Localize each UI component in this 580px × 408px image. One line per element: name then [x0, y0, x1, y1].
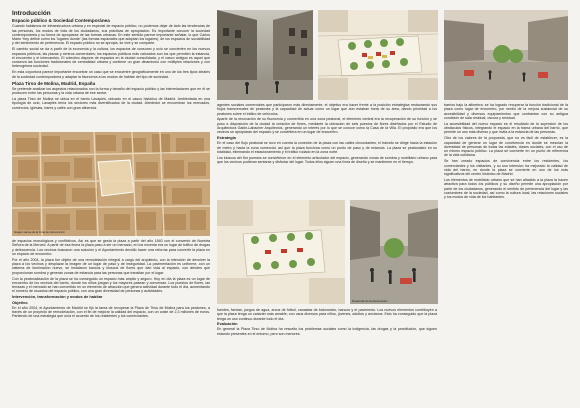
- plaza-heading: Plaza Tirso de Molina, Madrid, España: [12, 80, 96, 86]
- street-photo-graphic: [217, 10, 313, 100]
- evaluation-heading: Evaluación: [217, 321, 238, 327]
- objective-paragraph: En el año 2004, el Ayuntamiento de Madrid se fijó la tarea de recuperar la Plaza de Tirso de Molina para los peatones, a través de un proyecto de remodelación, con el fin de mejorar la calidad del espacio, con un coste de 2,3 millones de euros. Partiendo de una estrategia que unía el acuerdo de los residentes y los comerciantes.: [12, 305, 210, 319]
- plaza-paragraph-2: La plaza Tirso de Molina se ubica en el barrio Lavapiés, ubicado en el casco histórico de Madrid. Ambientada en una tipología de ocio, Lavapiés tenía los sectores más diversificados de la ciudad. Alrededor se encuentran los mercados, comercios, iglesias, bares y cafés con gran afluencia.: [12, 96, 210, 110]
- aerial-map-image: [12, 132, 210, 236]
- plaza-paragraph-4: Por el año 2004, la plaza fue objeto de una remodelación integral a cargo del arquitecto, con la intención de devolver la plaza a los vecinos y desplazar la imagen de un lugar de paso y de inseguridad. La pavimentación es uniforme, con un sistema de iluminación nuevo, se instalaron bancos y kioscos de flores que dan vida al espacio, con árboles que proporcionan sombra y generan zonas de estancia para las personas que transitan por el lugar.: [12, 257, 210, 275]
- plaza-photo-top: [444, 10, 568, 100]
- intervention-plan-image: [217, 200, 345, 304]
- intro-heading: Introducción: [12, 10, 51, 17]
- people-photo: [350, 200, 438, 304]
- aerial-map-graphic: [12, 132, 210, 236]
- intro-column: [12, 10, 210, 111]
- right-column: [444, 103, 568, 201]
- site-plan-graphic: [318, 10, 438, 100]
- middle-column: [217, 103, 437, 166]
- aerial-caption: Imagen aérea de la zona de intervención: [14, 230, 65, 234]
- middle-paragraph-4: Los kioscos del flor puestos se convirtieron en el elemento articulador del espacio, generando zonas de sombra y mobiliario urbano para que los vecinos pudieran sentarse y disfrutar del lugar. Todos ellos siguen una línea de diseño y se mantienen en el tiempo.: [217, 155, 437, 165]
- plaza-photo-top-graphic: [444, 10, 568, 100]
- intervention-heading: Intervención, transformación y modos de habitar: [12, 294, 103, 300]
- middle-paragraph-1: agentes sociales comerciales que participaron más directamente, el objetivo era hacer frente a la posición estratégica restaurando sus flujos transversales de peatones y la capacidad de actuar como un lugar que aún estaban fuera de su área, dando prioridad a los peatones sobre el tráfico de vehículos.: [217, 103, 437, 116]
- intervention-plan-graphic: [217, 200, 345, 304]
- site-plan: [318, 10, 438, 100]
- strategy-heading: Estrategia: [217, 135, 236, 141]
- middle-column-bottom: [217, 308, 437, 338]
- plaza-paragraph-1: Se pretende analizar los aspectos relacionados con la forma y tamaño del espacio público y las interrelaciones que en él se producen entre las personas y la vida urbana de ese sector.: [12, 86, 210, 96]
- middle-paragraph-5: fuentes, farolas, juegos de agua, arcos de fútbol, canastas de baloncesto, bancos y el pavimento. Los nuevos elementos contribuyen a que la plaza tenga un carácter más amable, con usos diversos para niños, jóvenes, adultos y ancianos. Esto ha conseguido que la plaza tenga un uso continuo durante todo el día.: [217, 308, 437, 321]
- middle-paragraph-3: En el caso del flujo peatonal se tuvo en cuenta la conexión de la plaza con las calles circundantes, el tránsito se dirige hacia la estación de metro y hacia la zona comercial, así que la plaza funciona como un punto de paso y de estancia. La plaza se peatonalizó en su totalidad, eliminando el estacionamiento y el tráfico rodado en la zona norte.: [217, 141, 437, 154]
- right-paragraph-3: Otro de los valores de la propuesta, que no es fácil de establecer, es la capacidad de generar un lugar de convivencia en donde se mezclan la diversidad de personas de todas las edades, clases sociales, con el uso de un mismo espacio público. La plaza se convierte en un punto de referencia de la vida cotidiana.: [444, 136, 568, 158]
- plaza-column-bottom: [12, 239, 210, 320]
- people-caption: Desarrollo de la intervención: [352, 299, 388, 303]
- intro-subheading: Espacio público & Sociedad Contemporánea: [12, 18, 110, 23]
- right-paragraph-2: La accesibilidad del nuevo espacio es el resultado de la supresión de los obstáculos físicos, integrando el espacio en la trama urbana del barrio, que permite un uso más diverso y que invita a la estancia de las personas.: [444, 121, 568, 135]
- right-paragraph-4: Se han creado espacios de convivencia entre los residentes, los comerciantes y los visitantes, y su uso intensivo ha mejorado la calidad de vida del barrio, en donde la plaza se convierte en uno de los más significativos del centro histórico de Madrid.: [444, 159, 568, 177]
- plaza-paragraph-3: de espacios monológicos y conflictivos. Así es que se gesta la plaza a partir del año 1840 con el convento de Nuestra Señora de la Merced. A partir de esa fecha la plaza paso a ser un mercado, en los noventa era un lugar de tráfico de drogas y delincuencia. Los vecinos buscaron una solución y el Ayuntamiento decidió hacer una reforma para convertir la plaza en un espacio de encuentro.: [12, 239, 210, 256]
- objective-heading: Objetivo: [12, 299, 28, 305]
- right-paragraph-5: Los elementos de mobiliario urbano que se han añadido a la plaza la hacen atractiva para todos los públicos y su diseño permite una apropiación por parte de los ciudadanos, generando el sentido de pertenencia del lugar y las costumbres de la sociedad, así como la cultura local, las relaciones sociales y los modos de vida de los habitantes.: [444, 178, 568, 200]
- people-photo-graphic: [350, 200, 438, 304]
- plaza-paragraph-5: Con la peatonalización de la plaza se ha conseguido un espacio más amplio y seguro. Hoy en día la plaza es un lugar de encuentro de los vecinos del barrio, donde los niños juegan y los mayores pasean y conversan. Los puestos de flores, las terrazas y el mercado se han convertido en un elemento de atracción que genera actividad durante todo el día, aumentando el número de usuarios del espacio público, con una gran diversidad de personas y actividades.: [12, 276, 210, 294]
- middle-paragraph-6: En general la Plaza Tirso de Molina ha resuelto los problemas sociales como la indigencia, las drogas y la prostitución, que siguen estando presentes en el entorno, pero son menores.: [217, 327, 437, 336]
- intro-paragraph-2: El cambio social se da a partir de la economía y la cultura, los espacios de consumo y ocio se convierten en los nuevos espacios públicos, las plazas y centros comerciales; los espacios públicos más valorados son los que permiten la estancia, el encuentro y el intercambio. El colectivo dispone de espacios en la ciudad consolidada, y el casco antiguo es aquel que conserva las funciones tradicionales de centralidad urbana y contiene un gran dinamismo con múltiples relaciones y con heterogénea sociedad.: [12, 47, 210, 69]
- middle-paragraph-2: Aparte de la renovación de su fisonomía y convertirla en una zona peatonal, el elemento central era la recuperación de su función y se puso a disposición de la ciudad la creación de flores, mediante la ubicación de seis puestos de flores diseñados por el Estudio de Arquitectura Gabin-Labacher Arquitectos, generando un interés por lo que se conoce como la Casa de la Villa. El propósito era que los vecinos se apropiaran del espacio y se convirtiera en un lugar de encuentro.: [217, 117, 437, 135]
- street-photo: [217, 10, 313, 100]
- intro-paragraph-3: En esta coyuntura parece importante encontrar un caso que se encuentre geográficamente en uno de los tres tipos ideales de la sociedad contemporánea y adaptar la fisonomía a los modos de habitar del tipo de sociedad.: [12, 70, 210, 79]
- intro-paragraph-1: Cuando hablamos de infraestructura urbana y en especial de espacio público, no podemos dejar de lado las tendencias de las personas, los modos de vida de los ciudadanos, sus prácticas de apropiación. Es importante conocer la sociedad contemporánea y su forma de apropiarse de las formas urbanas. En este sentido parece importante señalar, lo que Carlos Mario Yory define como los 'lugares donde' (las formas espaciales que adoptan los lugares), de los espacios de sociabilidad y del sentimiento de pertenencia. El espacio público no se apropia, se vive y se comparte.: [12, 24, 210, 46]
- right-paragraph-1: barrios bajo la alfombra; se ha logrado recuperar la función tradicional de la plaza como lugar de encuentro, por medio de la mejora sustancial de su accesibilidad y diversos equipamientos que contrastan con su antigua condición de sala residual, oscura y residual.: [444, 103, 568, 120]
